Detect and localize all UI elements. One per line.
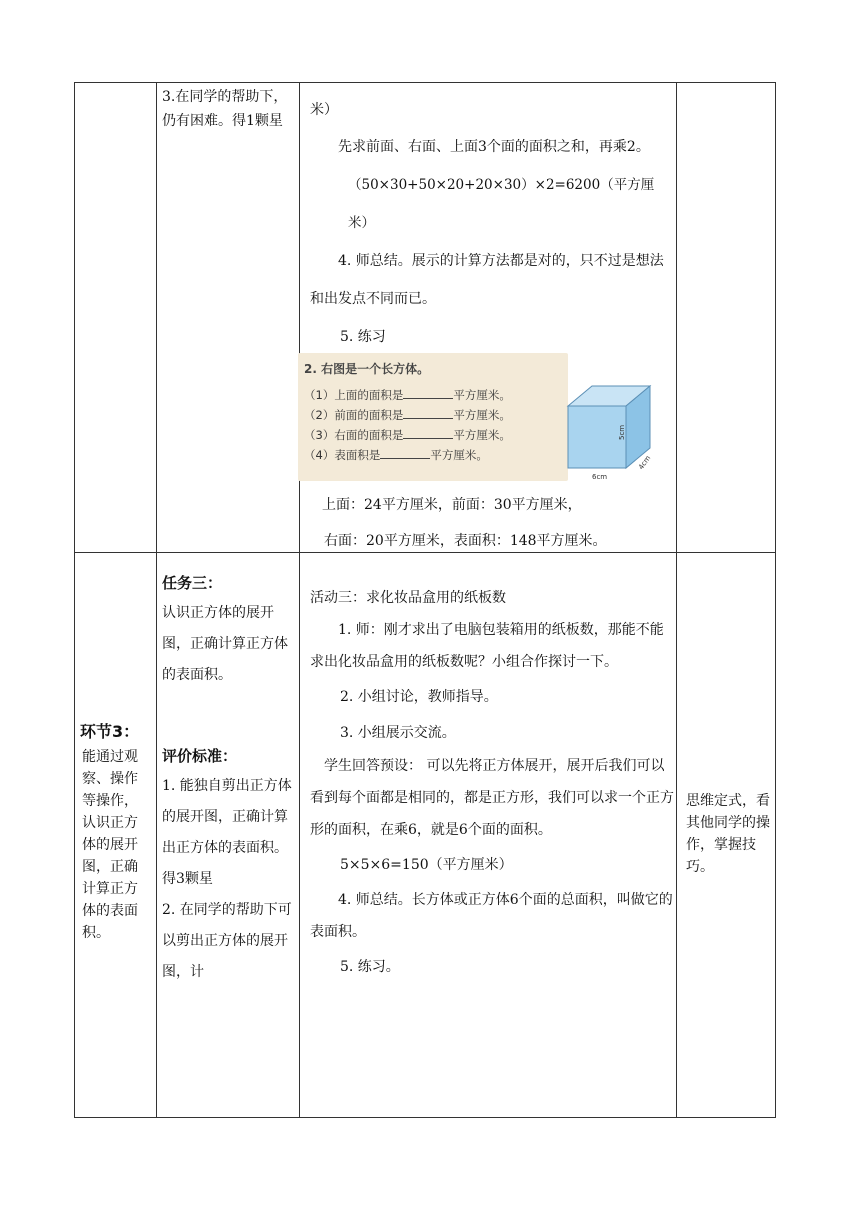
- activity-cell: [310, 582, 674, 986]
- answer-blank: [403, 428, 453, 439]
- activity-step: 5. 练习。: [340, 959, 400, 975]
- answer-line: 右面：20平方厘米，表面积：148平方厘米。: [324, 533, 607, 549]
- exercise-image: [298, 353, 568, 481]
- text-line: 米）: [310, 102, 338, 118]
- design-note: 思维定式，看其他同学的操作，掌握技巧。: [686, 793, 770, 875]
- exercise-item: [304, 447, 488, 463]
- formula: 5×5×6=150（平方厘米）: [340, 857, 513, 873]
- exercise-item: [304, 407, 511, 423]
- answer-blank: [380, 448, 430, 459]
- activity-cell-continued: [310, 92, 674, 356]
- criteria-title: 评价标准：: [162, 747, 238, 765]
- answers-block: [310, 487, 674, 559]
- dim-width-label: 6cm: [592, 473, 608, 481]
- task-title: 任务三：: [162, 574, 223, 592]
- student-prediction: 学生回答预设： 可以先将正方体展开，展开后我们可以看到每个面都是相同的，都是正方形，我们可以求一个正方形的面积，在乘6，就是6个面的面积。: [310, 758, 674, 838]
- answer-line: 上面：24平方厘米，前面：30平方厘米，: [322, 497, 582, 513]
- exercise-item-suffix: 平方厘米。: [430, 448, 488, 462]
- exercise-item: [304, 387, 511, 403]
- exercise-item: [304, 427, 511, 443]
- dim-height-label: 5cm: [618, 424, 626, 440]
- col-border-4: [676, 82, 677, 1118]
- answer-blank: [403, 408, 453, 419]
- criteria-2: 2. 在同学的帮助下可以剪出正方体的展开图，计: [162, 902, 292, 980]
- table-border-top: [74, 82, 776, 83]
- criteria-1: 1. 能独自剪出正方体的展开图，正确计算出正方体的表面积。得3颗星: [162, 778, 292, 887]
- exercise-title: 2. 右图是一个长方体。: [304, 362, 430, 376]
- section-description: 能通过观察、操作等操作，认识正方体的展开图，正确计算正方体的表面积。: [82, 749, 138, 941]
- task-cell: [162, 568, 298, 988]
- activity-title: 活动三：求化妆品盒用的纸板数: [310, 590, 506, 606]
- cuboid-figure: [562, 382, 662, 482]
- col-border-3: [299, 82, 300, 1118]
- task-description: 认识正方体的展开图，正确计算正方体的表面积。: [162, 605, 288, 683]
- dim-depth-label: 4cm: [637, 454, 653, 472]
- col-border-2: [156, 82, 157, 1118]
- activity-step: 3. 小组展示交流。: [340, 725, 456, 741]
- col-border-5: [775, 82, 776, 1118]
- activity-step: 2. 小组讨论，教师指导。: [340, 689, 498, 705]
- activity-step: 1. 师：刚才求出了电脑包装箱用的纸板数，那能不能求出化妆品盒用的纸板数呢？小组合作探讨一下。: [310, 622, 664, 670]
- activity-step: 4. 师总结。长方体或正方体6个面的总面积，叫做它的表面积。: [310, 892, 673, 940]
- section-title: 环节3：: [80, 722, 140, 741]
- summary-line: 4. 师总结。展示的计算方法都是对的，只不过是想法和出发点不同而已。: [310, 253, 664, 307]
- exercise-item-suffix: 平方厘米。: [453, 428, 511, 442]
- text-line: 先求前面、右面、上面3个面的面积之和，再乘2。: [338, 139, 650, 155]
- answer-blank: [403, 388, 453, 399]
- practice-heading: 5. 练习: [340, 329, 386, 345]
- exercise-item-prefix: （3）右面的面积是: [304, 428, 404, 442]
- formula-line: （50×30+50×20+20×30）×2=6200（平方厘米）: [348, 177, 655, 231]
- lesson-table: [74, 82, 776, 1118]
- table-border-bottom: [74, 1117, 776, 1118]
- exercise-item-prefix: （4）表面积是: [304, 448, 381, 462]
- evaluation-criteria-cell: [162, 85, 298, 133]
- exercise-item-suffix: 平方厘米。: [453, 388, 511, 402]
- exercise-item-prefix: （2）前面的面积是: [304, 408, 404, 422]
- design-note-cell: [686, 790, 774, 878]
- criteria-3: 3.在同学的帮助下，仍有困难。得1颗星: [162, 89, 288, 129]
- exercise-item-prefix: （1）上面的面积是: [304, 388, 404, 402]
- exercise-item-suffix: 平方厘米。: [453, 408, 511, 422]
- col-border-1: [74, 82, 75, 1118]
